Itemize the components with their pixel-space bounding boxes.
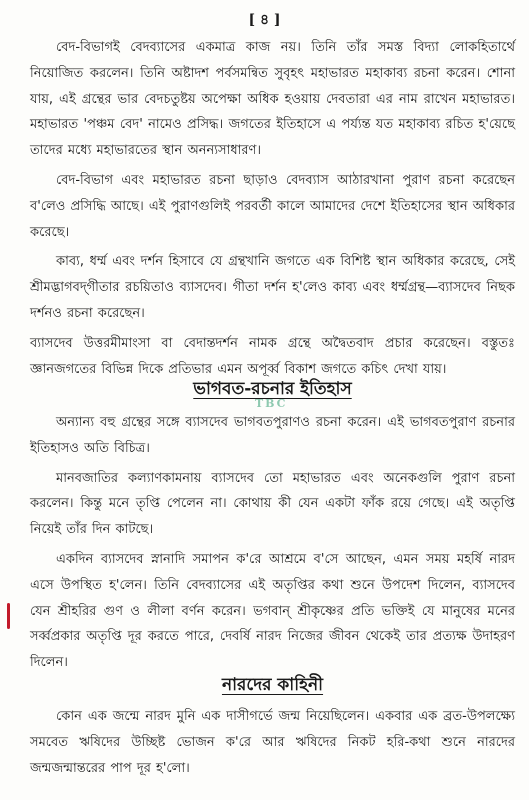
margin-mark [7, 603, 10, 629]
paragraph: বেদ-বিভাগই বেদব্যাসের একমাত্র কাজ নয়। তিনি তাঁর সমস্ত বিদ্যা লোকহিতার্থে নিয়োজিত করলেন। তিনি অষ্টাদশ পর্বসমন্বিত সুবৃহৎ মহাভারত মহাকাব্য রচনা করেন। শোনা যায়, এই গ্রন্থের ভার বেদচতুষ্টয় অপেক্ষা অধিক হওয়ায় দেবতারা এর নাম রাখেন মহাভারত। মহাভারত 'পঞ্চম বেদ' নামেও প্রসিদ্ধ। জগতের ইতিহাসে এ পর্য্যন্ত যত মহাকাব্য রচিত হ'য়েছে তাদের মধ্যে মহাভারতের স্থান অনন্যসাধারণ। [30, 40, 515, 159]
paragraph: একদিন ব্যাসদেব স্নানাদি সমাপন ক'রে আশ্রমে ব'সে আছেন, এমন সময় মহর্ষি নারদ এসে উপস্থিত হ'লেন। তিনি বেদব্যাসের এই অতৃপ্তির কথা শুনে উপদেশ দিলেন, ব্যাসদেব যেন শ্রীহরির গুণ ও লীলা বর্ণন করেন। ভগবান্ শ্রীকৃষ্ণের প্রতি ভক্তিই যে মানুষের মনের সর্ব্বপ্রকার অতৃপ্তি দূর করতে পারে, দেবর্ষি নারদ নিজের জীবন থেকেই তার প্রত্যক্ষ উদাহরণ দিলেন। [30, 551, 515, 671]
paragraph: বেদ-বিভাগ এবং মহাভারত রচনা ছাড়াও বেদব্যাস আঠারখানা পুরাণ রচনা করেছেন ব'লেও প্রসিদ্ধি আছে। এই পুরাণগুলিই পরবর্তী কালে আমাদের দেশে ইতিহাসের স্থান অধিকার করেছে। [30, 172, 515, 240]
section-bhagavata [30, 376, 515, 680]
paragraph: কাব্য, ধর্ম্ম এবং দর্শন হিসাবে যে গ্রন্থখানি জগতে এক বিশিষ্ট স্থান অধিকার করেছে, সেই শ্রীমদ্ভাগবদ্‌গীতার রচয়িতাও ব্যাসদেব। গীতা দর্শন হ'লেও কাব্য এবং ধর্ম্মগ্রন্থ—ব্যাসদেব নিছক দর্শনও রচনা করেছেন। [30, 254, 515, 321]
paragraph: মানবজাতির কল্যাণকামনায় ব্যাসদেব তো মহাভারত এবং অনেকগুলি পুরাণ রচনা করলেন। কিন্তু মনে তৃপ্তি পেলেন না। কোথায় কী যেন একটা ফাঁক রয়ে গেছে। এই অতৃপ্তি নিয়েই তাঁর দিন কাটছে। [30, 470, 515, 538]
watermark-logo: TBC [255, 397, 288, 410]
paragraph: অন্যান্য বহু গ্রন্থের সঙ্গে ব্যাসদেব ভাগবতপুরাণও রচনা করেন। এই ভাগবতপুরাণ রচনার ইতিহাসও অতি বিচিত্র। [30, 415, 515, 456]
paragraph: ব্যাসদেব উত্তরমীমাংসা বা বেদান্তদর্শন নামক গ্রন্থে অদ্বৈতবাদ প্রচার করেছেন। বস্তুতঃ জ্ঞানজগতের বিভিন্ন দিকে প্রতিভার এমন অপূর্ব্ব বিকাশ জগতে কচিৎ দেখা যায়। [30, 335, 515, 377]
paragraph: কোন এক জন্মে নারদ মুনি এক দাসীগর্ভে জন্ম নিয়েছিলেন। একবার এক ব্রত-উপলক্ষ্যে সমবেত ঋষিদের উচ্ছিষ্ট ভোজন ক'রে আর ঋষিদের নিকট হরি-কথা শুনে নারদের জন্মজন্মান্তরের পাপ দূর হ'লো। [30, 709, 515, 776]
section-heading: নারদের কাহিনী [221, 675, 324, 695]
section-heading: ভাগবত-রচনার ইতিহাস [193, 379, 352, 399]
page-number: [ ৪ ] [248, 12, 281, 28]
section-narada [30, 672, 515, 785]
intro-text-block [30, 35, 515, 386]
